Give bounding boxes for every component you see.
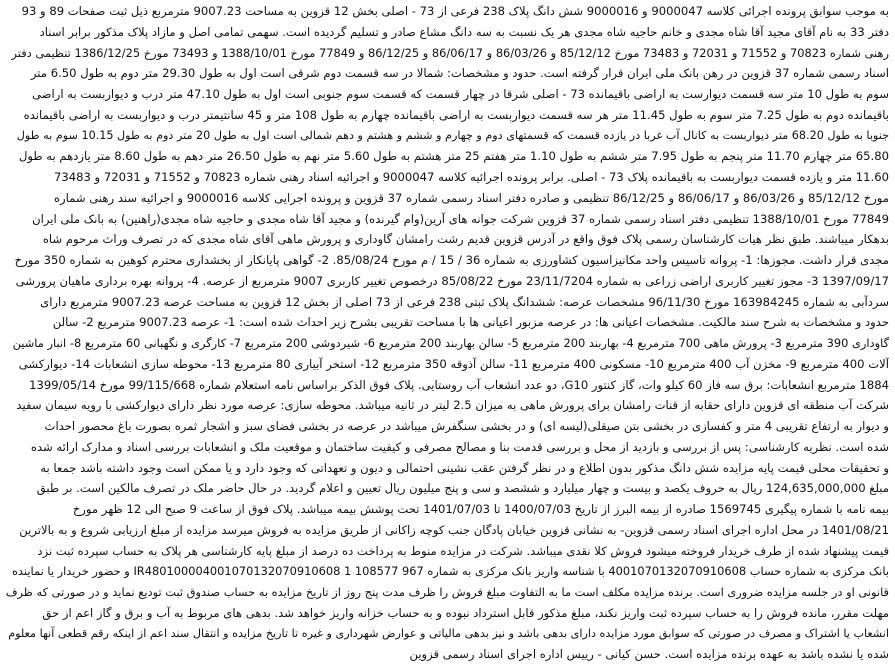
notice-line: آلات 400 مترمربع 9- مخزن آب 400 مترمربع 10- مسکونی 400 مترمربع 11- سالن آذوقه 350 مترمربع 12- استخر آبیاری 80 مترمربع 13- محوطه سازی انشعابات 14- دیوارکشی xyxy=(18,356,889,371)
notice-line: گاوداری 390 مترمربع 3- پرورش ماهی 700 مترمربع 4- بهاربند 200 مترمربع 5- سالن بهاربند 200 مترمربع 6- شیردوشی 200 مترمربع 7- کارگری و نگهبانی 60 مترمربع 8- انبار ماشین xyxy=(12,336,889,350)
notice-line: و تحقیقات محلی قیمت پایه مزایده شش دانگ مذکور بدون اطلاع و در نظر گرفتن عقب نشینی احتمالی و دیون و تعهداتی که وجود دارد و یا ممکن است وجود داشته باشد جمعا به xyxy=(40,460,889,475)
notice-line: 1884 مترمربع انشعابات: برق سه فاز 60 کیلو وات، گاز کنتور G10، دو عدد انشعاب آب روستایی. پلاک فوق الذکر براساس نامه استعلام شماره 99/115/668 مورخ 1399/05/14 xyxy=(29,377,889,392)
notice-line: باقیمانده دوم به طول 7.25 متر سوم به طول 11.45 متر هر سه قسمت دیواربست به اراضی باقیمانده چهارم به طول 108 متر و 45 سانتیمتر درب و دیواربست به اراضی باقیمانده xyxy=(23,107,889,122)
notice-line: مجدی قرار داشت. مجوزها: 1- پروانه تاسیس واحد مکانیزاسیون کشاورزی به شماره 36 / 15 / م مورخ 85/08/24. 2- گواهی پایانکار از بخشداری محترم کوهین به شماره 350 مورخ xyxy=(14,253,889,267)
notice-line: اسناد رسمی شماره 37 قزوین در رهن بانک ملی ایران قرار گرفته است. حدود و مشخصات: شمالا در سه قسمت دوم شرقی است اول به طول 29.30 متر دوم به طول 6.50 متر xyxy=(30,66,889,81)
notice-line: بیمه نامه با شماره پیگیری 1569745 صادره از بیمه البرز از تاریخ 1400/07/03 تا 1401/07/03 تحت پوشش بیمه میباشد. پلاک فوق از ساعت 9 صبح الی 12 ظهر مورخ xyxy=(72,502,889,516)
notice-line: دفتر 33 به نام آقای مجید آقا شاه مجدی و خانم حاجیه شاه مجدی هر یک نسبت به سه دانگ مشاع صادر و تسلیم گردیده است. سهمی تمامی اصل و مازاد پلاک مذکور برابر اسناد xyxy=(39,24,889,39)
notice-line: 1397/09/17 3- مجوز تغییر کاربری اراضی زراعی به شماره 23/11/7204 مورخ 85/08/22 درخصوص تغییر کاربری 9007 مترمربع از عرصه. 4- پروانه بهره برداری ماهیان پرورشی xyxy=(15,273,889,288)
notice-line: بانک مرکزی به شماره حساب 4001070132070910608 با شناسه واریز بانک مرکزی به شماره IR480100004001070132070910608 1 108577 967 و حضور خریدار یا نماینده xyxy=(11,564,889,579)
notice-line: قانونی او در جلسه مزایده ضروری است. برنده مزایده مکلف است ما به التفاوت مبلغ فروش را ظرف مدت پنج روز از تاریخ مزایده به حساب صندوق ثبت تودیع نماید و در صورتی که ظرف xyxy=(6,585,889,599)
notice-line: 1401/08/21 در محل اداره اجرای اسناد رسمی قزوین- به نشانی قزوین خیابان پادگان جنب کوچه زاکانی از طریق مزایده به فروش میرسد مزایده از مبلغ ارزیابی شروع و به بالاترین xyxy=(19,522,889,537)
notice-line: مورخ 85/12/12 و 86/03/26 و 86/06/17 و 86/12/25 تنظیمی و صادره دفتر اسناد رسمی شماره 37 قزوین و پرونده اجرایی کلاسه 9000016 و اجرائیه سند رهنی شماره xyxy=(53,190,889,205)
notice-line: شرکت آب منطقه ای قزوین دارای حقابه از قنات رامشان برای پرورش ماهی به میزان 2.5 لیتر در ثانیه میباشد. محوطه سازی: عرصه مورد نظر دارای دیوارکشی با رویه سیمان سفید xyxy=(16,398,889,413)
notice-line: به موجب سوابق پرونده اجرائی کلاسه 9000047 و 9000016 شش دانگ پلاک 238 فرعی از 73 - اصلی بخش 12 قزوین به مساحت 9007.23 مترمربع ذیل ثبت صفحات 89 و 93 xyxy=(21,4,889,18)
notice-line: شده است. نظریه کارشناسی: پس از بررسی و بازدید از محل و بررسی قدمت بنا و مصالح مصرفی و کیفیت ساختمان و موقعیت ملک و انشعابات بررسی اسناد و مدارک ارائه شده xyxy=(30,439,889,454)
notice-line: مبلغ 124,635,000,000 ریال به حروف یکصد و بیست و چهار میلیارد و ششصد و سی و پنج میلیون ریال تعیین و اعلام گردید. در حال حاضر ملک در تصرف مالکین است. بر طبق xyxy=(36,481,889,496)
notice-line: مهلت مقرر، مانده فروش را به حساب سپرده ثبت واریز نکند، مبلغ مذکور قابل استرداد نبوده و به حساب خزانه واریز خواهد شد. بدهی های مربوط به آب و برق و گاز اعم از حق xyxy=(42,605,889,620)
notice-line: جنوبا به طول 68.20 متر دیواربست به کانال آب غربا در یازده قسمت که قسمتهای دوم و چهارم و ششم و هشتم و دهم شمالی است اول به طول 20 متر دوم به طول 10.15 سوم به طول xyxy=(16,128,889,142)
notice-signature-line: شده یا نشده باشد به عهده برنده مزایده است. حسن کیانی - رییس اداره اجرای اسناد رسمی قزوین xyxy=(409,647,889,662)
notice-line: سوم به طول 10 متر سه قسمت دیوارست به اراضی باقیمانده 73 - اصلی شرقا در چهار قسمت که قسمت سوم جنوبی است اول به طول 47.10 متر درب و دیواربست به اراضی xyxy=(32,87,889,101)
notice-line: 11.60 متر و یازده قسمت دیواربست به باقیمانده پلاک 73 - اصلی. برابر پرونده اجرائیه کلاسه 9000047 و اجرائیه اسناد رهنی شماره 70823 و 71552 و 72031 و 73483 xyxy=(53,170,889,184)
notice-line: قیمت پیشنهاد شده از طرف خریدار فروخته میشود فروش کلا نقدی میباشد. شرکت در مزایده منوط به پرداخت ده درصد از مبلغ پایه کارشناسی هر پلاک به حساب سپرده ثبت نزد xyxy=(37,543,889,558)
notice-line: 77849 مورخ 1388/10/01 تنظیمی دفتر اسناد رسمی شماره 37 قزوین شرکت جوانه های آرین(وام گیرنده) و مجید آقا شاه مجدی و حاجیه شاه مجدی(راهنین) به بانک ملی ایران xyxy=(32,211,889,226)
notice-line: حدود و مشخصات به شرح سند مالکیت. مشخصات اعیانی ها: در عرصه مزبور اعیانی ها با مساحت تقریبی بشرح زیر احداث شده است: 1- عرصه 9007.23 مترمربع 2- سالن xyxy=(52,315,889,330)
notice-line: و دیوار به ارتفاع تقریبی 4 متر و کفسازی در بخشی بتن صیقلی(لیسه ای) و در بخشی سنگفرش میباشد در عرصه در بخشی فضای سبز و اشجار ثمره بصورت باغ محصور احداث xyxy=(44,419,889,433)
notice-line: سردآبی به شماره 163984245 مورخ 96/11/30 مشخصات عرصه: ششدانگ پلاک ثبتی 238 فرعی از 73 اصلی از بخش 12 قزوین به مساحت عرصه 9007.23 مترمربع دارای xyxy=(40,294,889,309)
notice-line: بدهکار میباشند. طبق نظر هیات کارشناسان رسمی پلاک فوق واقع در آدرس قزوین قدیم رشت رامشان گاوداری و پرورش ماهی آقای شاه مجدی که در تصرف وراث مرحوم شاه xyxy=(42,232,889,247)
notice-line: رهنی شماره 70823 و 71552 و 72031 و 73483 مورخ 85/12/12 و 86/03/26 و 86/06/17 و 86/12/25 و 77849 مورخ 1388/10/01 و 73493 مورخ 1386/12/25 تنظیمی دفتر xyxy=(11,45,889,60)
notice-line: انشعاب یا اشتراک و مصرف در صورتی که سوابق مورد مزایده دارای بدهی باشد و نیز بدهی مالیاتی و عوارض شهرداری و غیره تا تاریخ مزایده و انتقال سند اعم از اینکه رقم قطعی آنها معلوم xyxy=(8,626,889,640)
notice-line: 65.80 متر چهارم 11.70 متر پنجم به طول 7.95 متر ششم به طول 1.10 متر هفتم 25 متر هشتم به طول 5.60 متر نهم به طول 26.50 متر دهم به طول 8.60 متر یازدهم به طول xyxy=(18,149,889,164)
